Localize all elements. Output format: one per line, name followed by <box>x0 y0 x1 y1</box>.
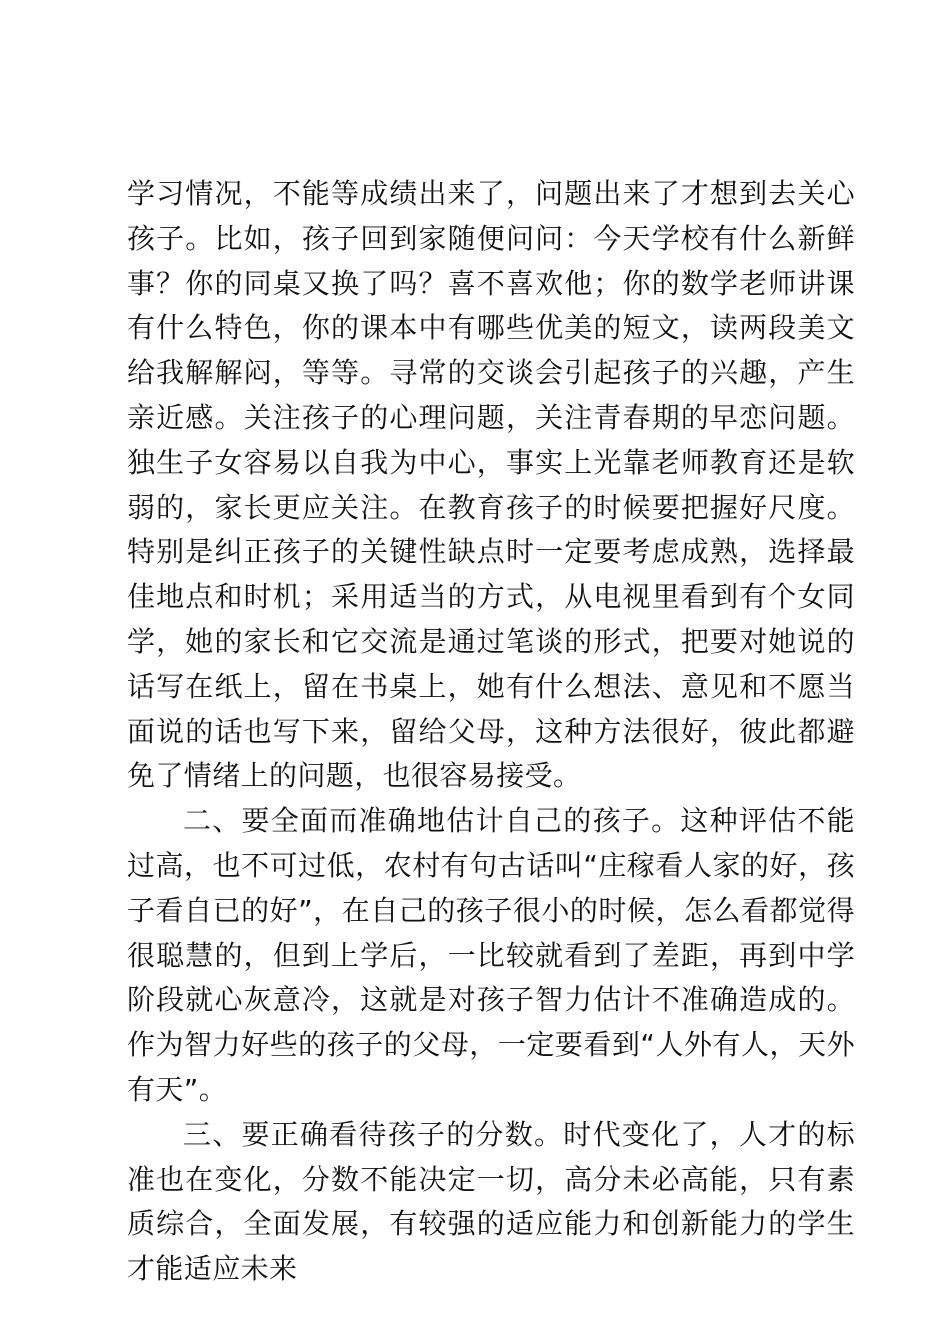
paragraph-1: 学习情况，不能等成绩出来了，问题出来了才想到去关心孩子。比如，孩子回到家随便问问：今天学校有什么新鲜事？你的同桌又换了吗？喜不喜欢他；你的数学老师讲课有什么特色，你的课本中有哪些优美的短文，读两段美文给我解解闷，等等。寻常的交谈会引起孩子的兴趣，产生亲近感。关注孩子的心理问题，关注青春期的早恋问题。独生子女容易以自我为中心，事实上光靠老师教育还是软弱的，家长更应关注。在教育孩子的时候要把握好尺度。特别是纠正孩子的关键性缺点时一定要考虑成熟，选择最佳地点和时机；采用适当的方式，从电视里看到有个女同学，她的家长和它交流是通过笔谈的形式，把要对她说的话写在纸上，留在书桌上，她有什么想法、意见和不愿当面说的话也写下来，留给父母，这种方法很好，彼此都避免了情绪上的问题，也很容易接受。 <box>127 177 855 793</box>
paragraph-3: 三、要正确看待孩子的分数。时代变化了，人才的标准也在变化，分数不能决定一切，高分未必高能，只有素质综合，全面发展，有较强的适应能力和创新能力的学生才能适应未来 <box>127 1117 855 1286</box>
paragraph-2: 二、要全面而准确地估计自己的孩子。这种评估不能过高，也不可过低，农村有句古话叫“庄稼看人家的好，孩子看自已的好”，在自己的孩子很小的时候，怎么看都觉得很聪慧的，但到上学后，一比较就看到了差距，再到中学阶段就心灰意冷，这就是对孩子智力估计不准确造成的。作为智力好些的孩子的父母，一定要看到“人外有人，天外有天”。 <box>127 804 855 1106</box>
document-body <box>127 172 855 1292</box>
